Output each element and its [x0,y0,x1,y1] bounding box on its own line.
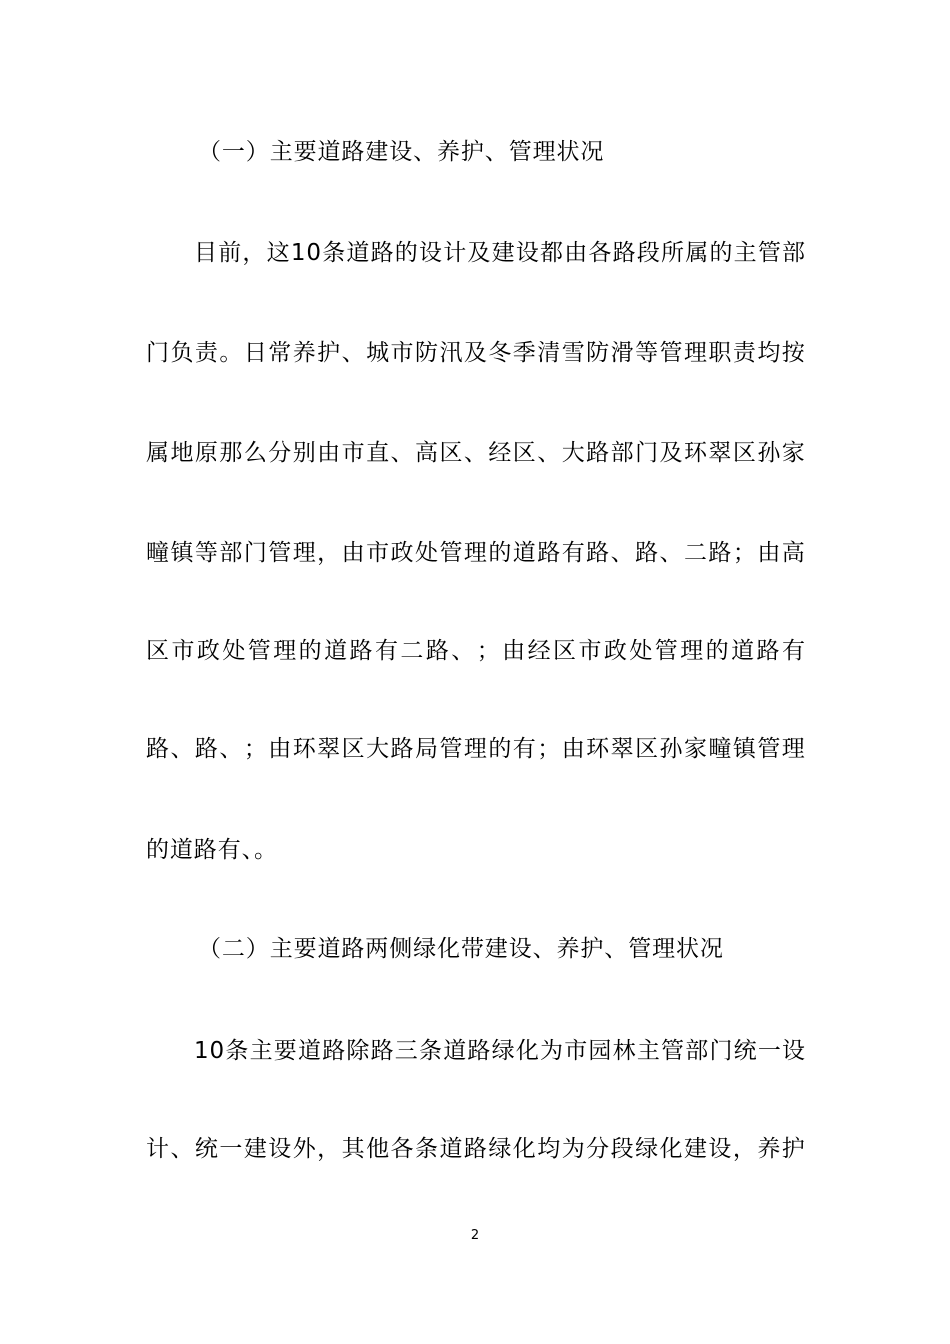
section-heading-1: （一）主要道路建设、养护、管理状况 [198,139,605,165]
paragraph-1-line-7: 的道路有、。 [146,837,278,863]
paragraph-1-line-5: 区 市 政 处 管 理 的 道 路 有 二 路 、 ； 由 经 区 市 政 处 管 理 的 道 路 有 [146,638,806,664]
paragraph-2-line-2: 计 、 统 一 建 设 外 ， 其 他 各 条 道 路 绿 化 均 为 分 段 绿 化 建 设 ， 养 护 [146,1136,806,1162]
paragraph-1-line-6: 路 、 路 、 ； 由 环 翠 区 大 路 局 管 理 的 有 ； 由 环 翠 区 孙 家 疃 镇 管 理 [146,736,806,762]
paragraph-1-line-3: 属 地 原 那 么 分 别 由 市 直 、 高 区 、 经 区 、 大 路 部 门 及 环 翠 区 孙 家 [146,440,806,466]
section-heading-2: （二）主要道路两侧绿化带建设、养护、管理状况 [198,936,724,962]
paragraph-1-line-1: 目 前 ， 这 10 条 道 路 的 设 计 及 建 设 都 由 各 路 段 所 属 的 主 管 部 [194,240,806,266]
paragraph-1-line-2: 门 负 责 。 日 常 养 护 、 城 市 防 汛 及 冬 季 清 雪 防 滑 等 管 理 职 责 均 按 [146,340,806,366]
page-number: 2 [470,1228,480,1243]
paragraph-2-line-1: 10 条 主 要 道 路 除 路 三 条 道 路 绿 化 为 市 园 林 主 管 部 门 统 一 设 [194,1038,806,1064]
paragraph-1-line-4: 疃 镇 等 部 门 管 理 ， 由 市 政 处 管 理 的 道 路 有 路 、 路 、 二 路 ； 由 高 [146,540,806,566]
